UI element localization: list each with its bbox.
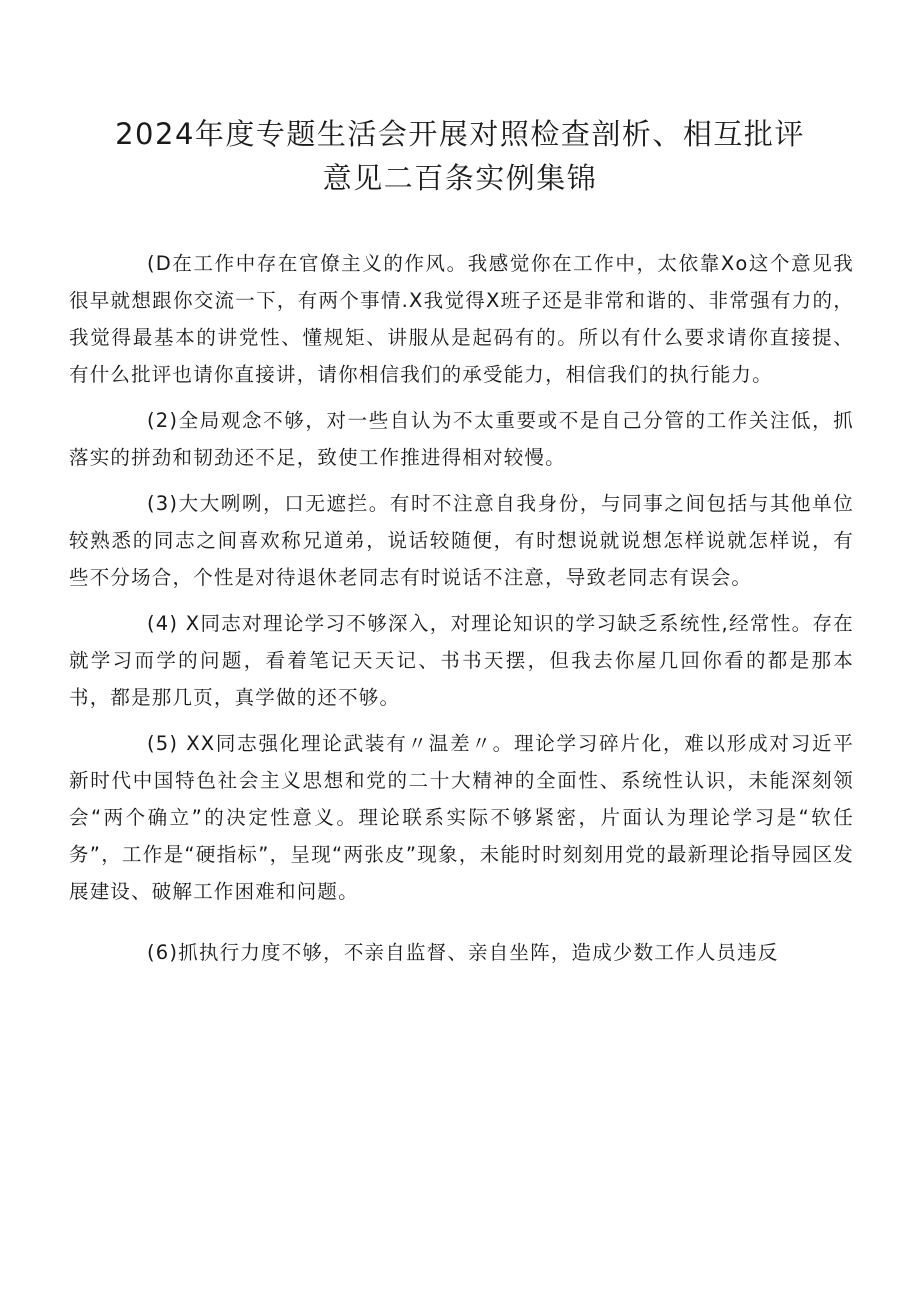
paragraph-3: (3)大大咧咧，口无遮拦。有时不注意自我身份，与同事之间包括与其他单位较熟悉的同志之间喜欢称兄道弟，说话较随便，有时想说就说想怎样说就怎样说，有些不分场合，个性是对待退休老同志有时说话不注意，导致老同志有误会。 xyxy=(69,492,854,589)
paragraph-1: (D在工作中存在官僚主义的作风。我感觉你在工作中，太依靠Xo这个意见我很早就想跟你交流一下，有两个事情.X我觉得X班子还是非常和谐的、非常强有力的，我觉得最基本的讲党性、懂规矩、讲服从是起码有的。所以有什么要求请你直接提、有什么批评也请你直接讲，请你相信我们的承受能力，相信我们的执行能力。 xyxy=(69,252,854,386)
paragraph-2: (2)全局观念不够，对一些自认为不太重要或不是自己分管的工作关注低，抓落实的拼劲和韧劲还不足，致使工作推进得相对较慢。 xyxy=(69,409,854,469)
title-line-1: 2024年度专题生活会开展对照检查剖析、相互批评 xyxy=(115,117,805,151)
paragraph-4: (4) X同志对理论学习不够深入，对理论知识的学习缺乏系统性,经常性。存在就学习而学的问题，看着笔记天天记、书书天摆，但我去你屋几回你看的都是那本书，都是那几页，真学做的还不够。 xyxy=(69,612,854,709)
paragraph-5: (5) XX同志强化理论武装有〃温差〃。理论学习碎片化，难以形成对习近平新时代中国特色社会主义思想和党的二十大精神的全面性、系统性认识，未能深刻领会“两个确立”的决定性意义。理论联系实际不够紧密，片面认为理论学习是“软任务”，工作是“硬指标”，呈现“两张皮”现象，未能时时刻刻用党的最新理论指导园区发展建设、破解工作困难和问题。 xyxy=(69,732,854,903)
document-title xyxy=(60,112,860,200)
paragraph-6: (6)抓执行力度不够，不亲自监督、亲自坐阵，造成少数工作人员违反 xyxy=(147,941,779,964)
document-body xyxy=(69,245,854,971)
title-line-2: 意见二百条实例集锦 xyxy=(322,161,598,195)
